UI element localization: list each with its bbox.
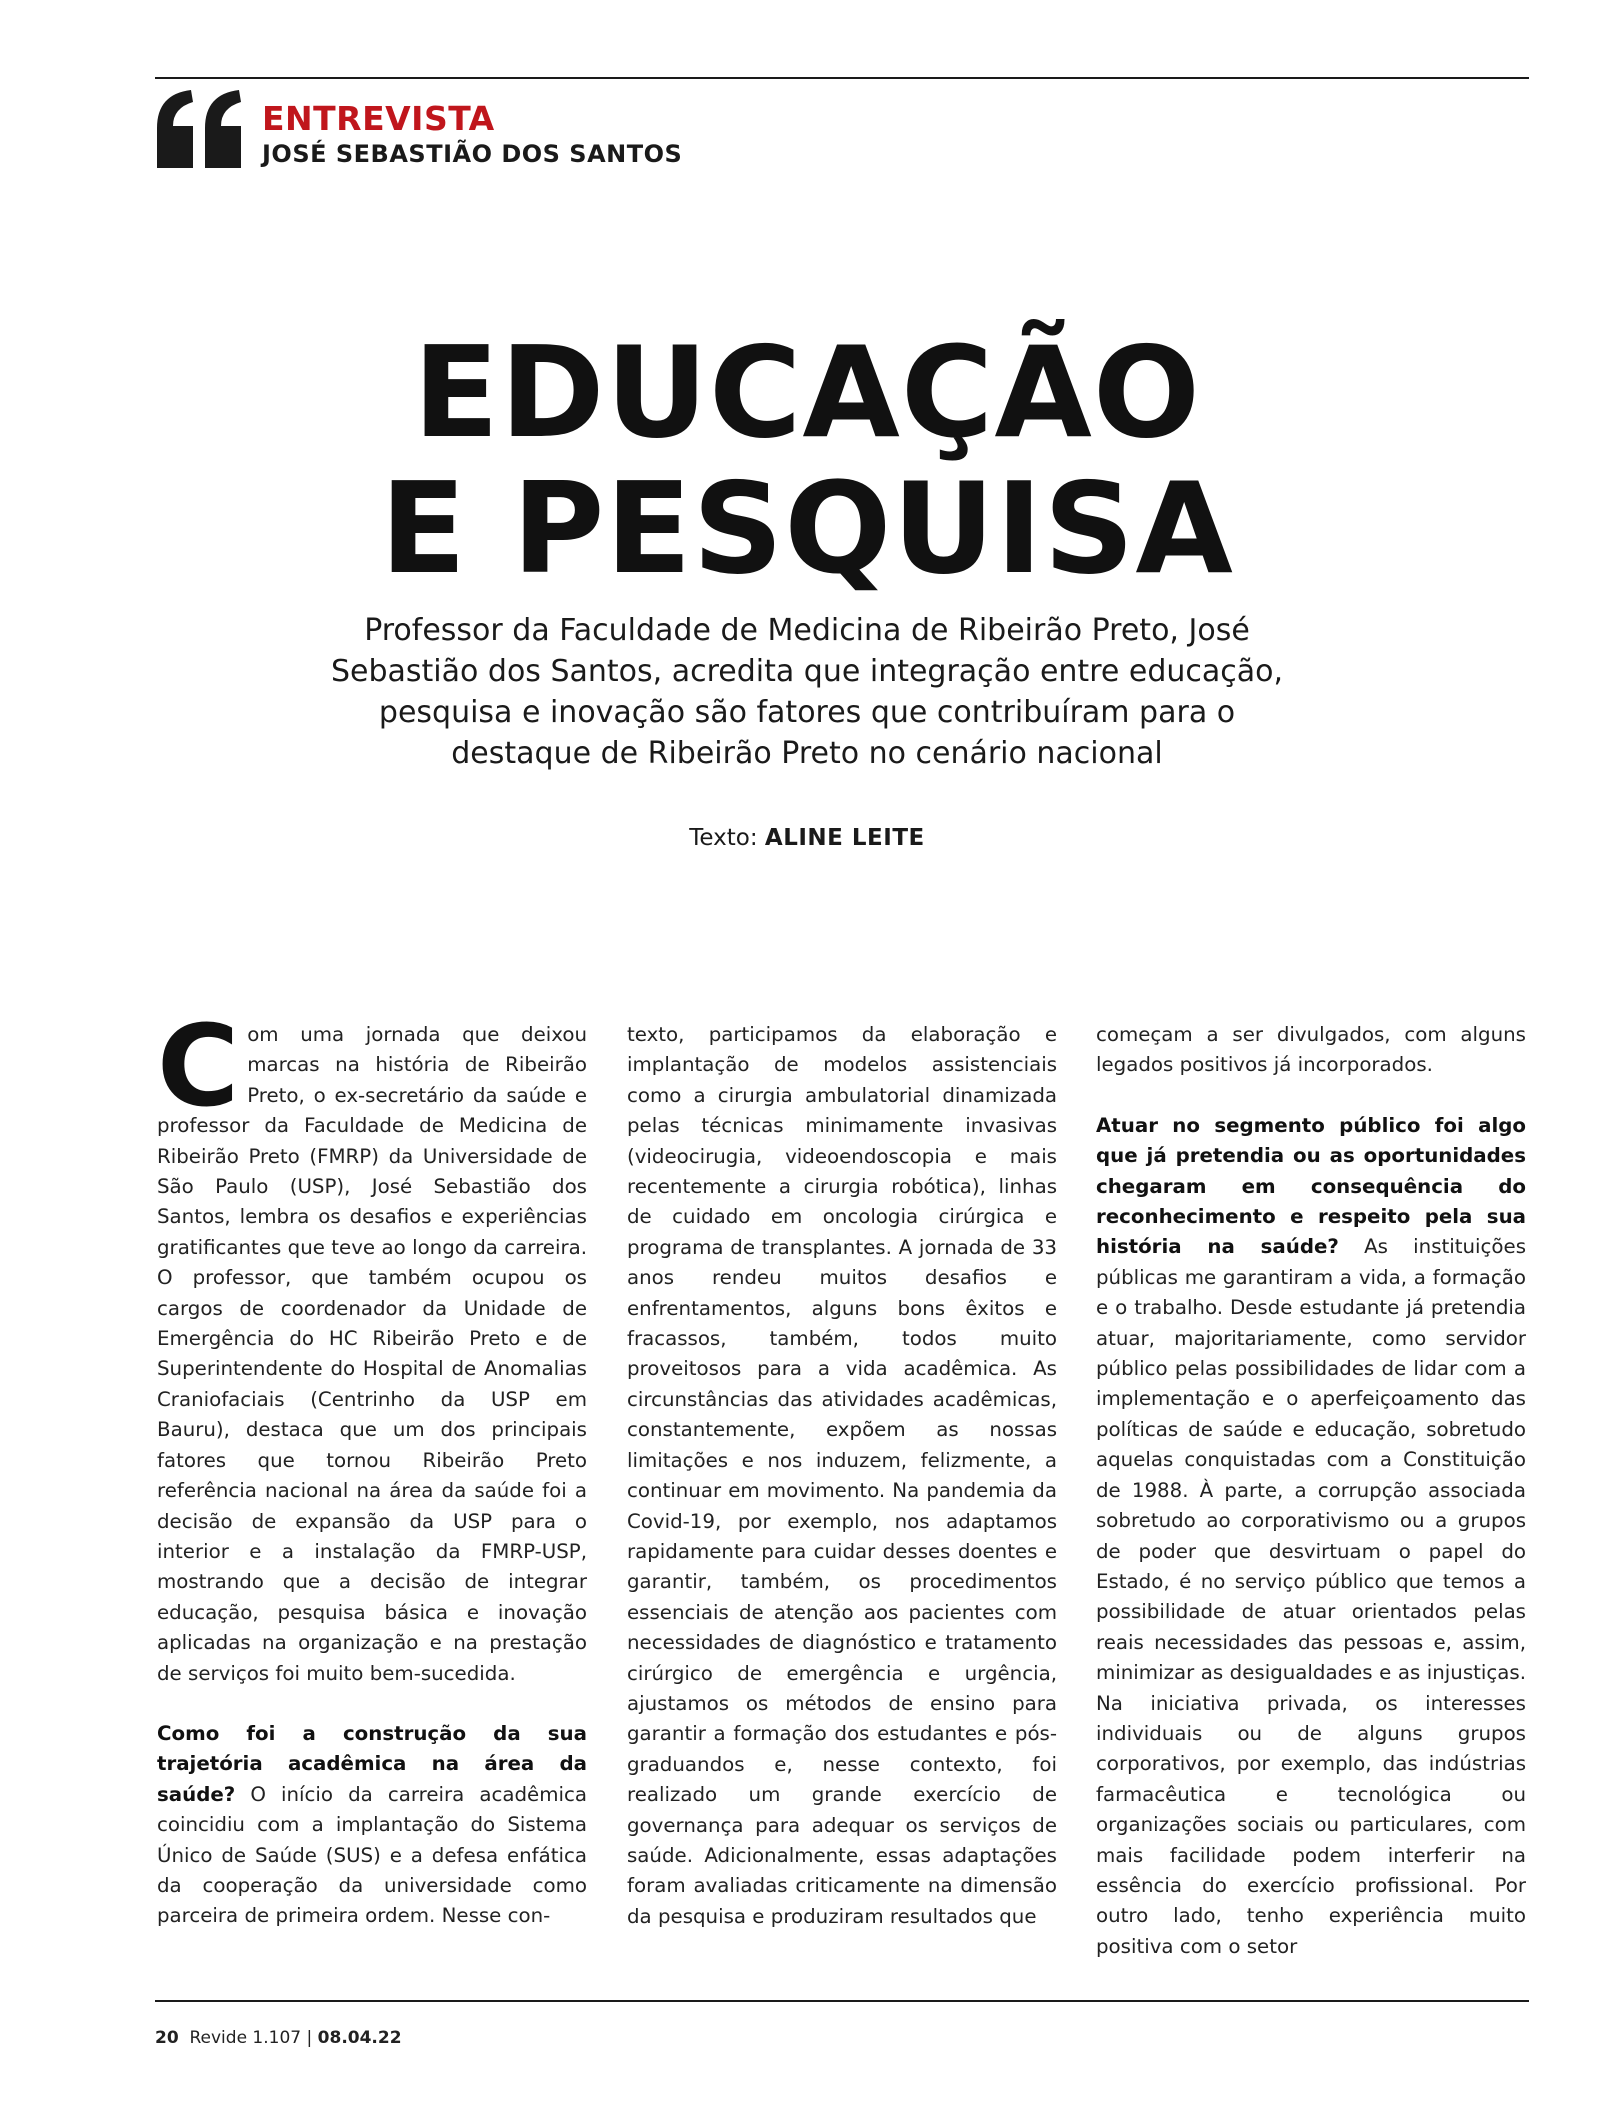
answer-2: As instituições públicas me garantiram a vida, a formação e o trabalho. Desde estudante já pretendia atuar, majoritariamente, como servidor público pelas possibilidades de lidar com a implementação e o aperfeiçoamento das políticas de saúde e educação, sobretudo aquelas conquistadas com a Constituição de 1988. À parte, a corrupção associada sobretudo ao corporativismo ou a grupos de poder que desvirtuam o papel do Estado, é no serviço público que temos a possibilidade de atuar orientados pelas reais necessidades das pessoas e, assim, minimizar as desigualdades e as injustiças. Na iniciativa privada, os interesses individuais ou de alguns grupos corporativos, por exemplo, das indústrias farmacêutica e tecnológica ou organizações sociais ou particulares, com mais facilidade podem interferir na essência do exercício profissional. Por outro lado, tenho experiência muito positiva com o setor: [1096, 1235, 1526, 1958]
intro-text: om uma jornada que deixou marcas na história de Ribeirão Preto, o ex-secretário da saúde e professor da Faculdade de Medicina de Ribeirão Preto (FMRP) da Universidade de São Paulo (USP), José Sebastião dos Santos, lembra os desafios e experiências gratificantes que teve ao longo da carreira. O professor, que também ocupou os cargos de coordenador da Unidade de Emergência do HC Ribeirão Preto e de Superintendente do Hospital de Anomalias Craniofaciais (Centrinho da USP em Bauru), destaca que um dos principais fatores que tornou Ribeirão Preto referência nacional na área da saúde foi a decisão de expansão da USP para o interior e a instalação da FMRP-USP, mostrando que a decisão de integrar educação, pesquisa básica e inovação aplicadas na organização e na prestação de serviços foi muito bem-sucedida.: [157, 1023, 587, 1685]
page-footer: [155, 2028, 402, 2048]
article-column-2: [627, 1020, 1057, 1960]
qa-block-1: [157, 1719, 587, 1932]
headline: [0, 319, 1614, 602]
byline-label: Texto:: [689, 825, 758, 851]
answer-1-start: O início da carreira acadêmica coincidiu com a implantação do Sistema Único de Saúde (SUS) e a defesa enfática da cooperação da universidade como parceira de primeira ordem. Nesse con-: [157, 1782, 587, 1928]
headline-line-1: EDUCAÇÃO: [412, 319, 1202, 466]
page-number: 20: [155, 2028, 179, 2048]
interviewee-name: JOSÉ SEBASTIÃO DOS SANTOS: [262, 140, 683, 168]
qa-block-2: [1096, 1111, 1526, 1960]
question-2: Atuar no segmento público foi algo que já pretendia ou as oportunidades chegaram em consequência do reconhecimento e respeito pela sua história na saúde?: [1096, 1113, 1526, 1259]
intro-paragraph: [157, 1020, 587, 1689]
drop-cap: C: [157, 1020, 240, 1132]
top-rule: [155, 77, 1529, 79]
section-label: ENTREVISTA: [262, 99, 495, 138]
issue-date: 08.04.22: [317, 2028, 402, 2048]
quote-mark-icon: [155, 88, 245, 170]
magazine-issue: Revide 1.107: [189, 2028, 302, 2048]
article-column-3: [1096, 1020, 1526, 1960]
answer-1-continued: texto, participamos da elaboração e implantação de modelos assistenciais como a cirurgia ambulatorial dinamizada pelas técnicas minimamente invasivas (videocirugia, videoendoscopia e mais recentemente a cirurgia robótica), linhas de cuidado em oncologia cirúrgica e programa de transplantes. A jornada de 33 anos rendeu muitos desafios e enfrentamentos, alguns bons êxitos e fracassos, também, todos muito proveitosos para a vida acadêmica. As circunstâncias das atividades acadêmicas, constantemente, expõem as nossas limitações e nos induzem, felizmente, a continuar em movimento. Na pandemia da Covid-19, por exemplo, nos adaptamos rapidamente para cuidar desses doentes e garantir, também, os procedimentos essenciais de atenção aos pacientes com necessidades de diagnóstico e tratamento cirúrgico de emergência e urgência, ajustamos os métodos de ensino para garantir a formação dos estudantes e pós-graduandos e, nesse contexto, foi realizado um grande exercício de governança para adequar os serviços de saúde. Adicionalmente, essas adaptações foram avaliadas criticamente na dimensão da pesquisa e produziram resultados que: [627, 1023, 1057, 1928]
bottom-rule: [155, 2000, 1529, 2002]
byline-author: ALINE LEITE: [764, 825, 925, 851]
article-column-1: [157, 1020, 587, 1960]
headline-line-2: E PESQUISA: [380, 455, 1234, 602]
footer-separator: |: [306, 2028, 313, 2048]
answer-1-end: começam a ser divulgados, com alguns legados positivos já incorporados.: [1096, 1023, 1526, 1077]
dek: Professor da Faculdade de Medicina de Ribeirão Preto, José Sebastião dos Santos, acredita que integração entre educação, pesquisa e inovação são fatores que contribuíram para o destaque de Ribeirão Preto no cenário nacional: [330, 613, 1284, 771]
byline: [0, 825, 1614, 851]
question-1: Como foi a construção da sua trajetória acadêmica na área da saúde?: [157, 1721, 587, 1806]
